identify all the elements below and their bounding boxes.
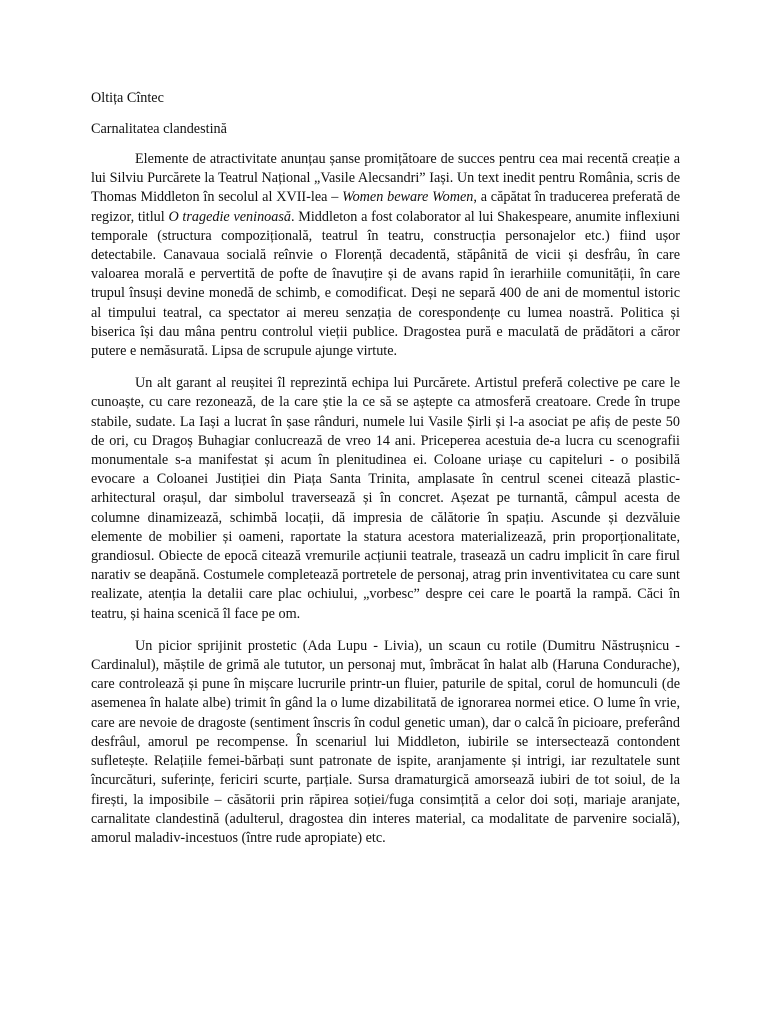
play-title-original: Women beware Women <box>342 189 474 206</box>
author-name: Oltița Cîntec <box>91 90 164 106</box>
body-paragraph-1 <box>91 150 680 361</box>
paragraph-3-run: Un picior sprijinit prostetic (Ada Lupu - Livia), un scaun cu rotile (Dumitru Năstrușnicu - Cardinalul), măștile de grimă ale tututor, un personaj mut, îmbrăcat în halat alb (Haruna Condurache), care controlează și pune în mișcare lucrurile printr-un fluier, paturile de spital, corul de homunculi (de asemenea în halate albe) trimit în gând la o lume dizabilitată de ignorarea normei etice. O lume în vrie, care are nevoie de dragoste (sentiment înscris în codul genetic uman), dar o calcă în picioare, preferând desfrâul, amorul pe recompense. În scenariul lui Middleton, iubirile se intersectează contondent sufletește. Relațiile femei-bărbați sunt patronate de ispite, aranjamente și intrigi, iar rezultatele sunt încurcături, suferințe, fericiri scurte, parțiale. Sursa dramaturgică amorsează iubiri de tot soiul, de la firești, la imposibile – căsătorii prin răpirea soției/fuga consimțită a celor doi soți, mariaje aranjate, carnalitate clandestină (adulterul, dragostea din interes material, ca modalitate de parvenire socială), amorul maladiv-incestuos (între rude apropiate) etc. <box>91 637 680 846</box>
paragraph-1-run: Elemente de atractivitate anunțau șanse promițătoare de succes pentru cea mai recentă creație a lui Silviu Purcărete la Teatrul Național „Vasile Alecsandri” Iași. Un text inedit pentru România, scris de Thomas Middleton în secolul al XVII-lea – <box>91 151 680 206</box>
article-title: Carnalitatea clandestină <box>91 121 227 137</box>
play-title-translated: O tragedie veninoasă <box>168 208 291 225</box>
body-paragraph-3 <box>91 637 680 848</box>
paragraph-1-run: . Middleton a fost colaborator al lui Shakespeare, anumite inflexiuni temporale (structura compozițională, teatrul în teatru, construcția personajelor etc.) fiind ușor detectabile. Canavaua socială reînvie o Florență decadentă, stăpânită de vicii și desfrâu, în care valoarea morală e pervertită de pofte de înavuțire și de avans rapid în ierarhiile comunității, în care trupul însuși devine monedă de schimb, e comodificat. Deși ne separă 400 de ani de momentul istoric al timpului teatral, ca spectator ai mereu senzația de corespondențe cu lumea noastră. Politica și biserica își dau mâna pentru controlul vieții publice. Dragostea pură e maculată de prădători a căror putere e nemăsurată. Lipsa de scrupule ajunge virtute. <box>91 208 680 360</box>
body-paragraph-2 <box>91 374 680 624</box>
paragraph-1-run: , a căpătat în traducerea preferată de regizor, titlul <box>91 189 681 225</box>
paragraph-2-run: Un alt garant al reușitei îl reprezintă echipa lui Purcărete. Artistul preferă colective pe care le cunoaște, cu care rezonează, de la care știe la ce să se aștepte ca atmosferă creatoare. Crede în trupe stabile, sudate. La Iași a lucrat în șase rânduri, numele lui Vasile Șirli și l-a asociat pe afiș de peste 50 de ori, cu Dragoș Buhagiar conlucrează de vreo 14 ani. Priceperea acestuia de-a lucra cu scenografii monumentale s-a manifestat și acum în plenitudinea ei. Coloane uriașe cu capiteluri - o posibilă evocare a Coloanei Justiției din Piața Santa Trinita, amplasate în centrul scenei citează plastic-arhitectural orașul, dar simbolul traversează și în concret. Așezat pe turnantă, câmpul acesta de columne dinamizează, schimbă locații, dă impresia de călătorie în spațiu. Ascunde și dezvăluie elemente de mobilier și oameni, raportate la statura acestora materializează, prin proporționalitate, grandiosul. Obiecte de epocă citează vremurile acțiunii teatrale, trasează un cadru implicit în care firul narativ se deapănă. Costumele completează portretele de personaj, atrag prin inventivitatea cu care sunt realizate, atenția la detalii care plac ochiului, „vorbesc” despre cei care le poartă la rampă. Căci în teatru, și haina scenică îl face pe om. <box>91 375 680 622</box>
